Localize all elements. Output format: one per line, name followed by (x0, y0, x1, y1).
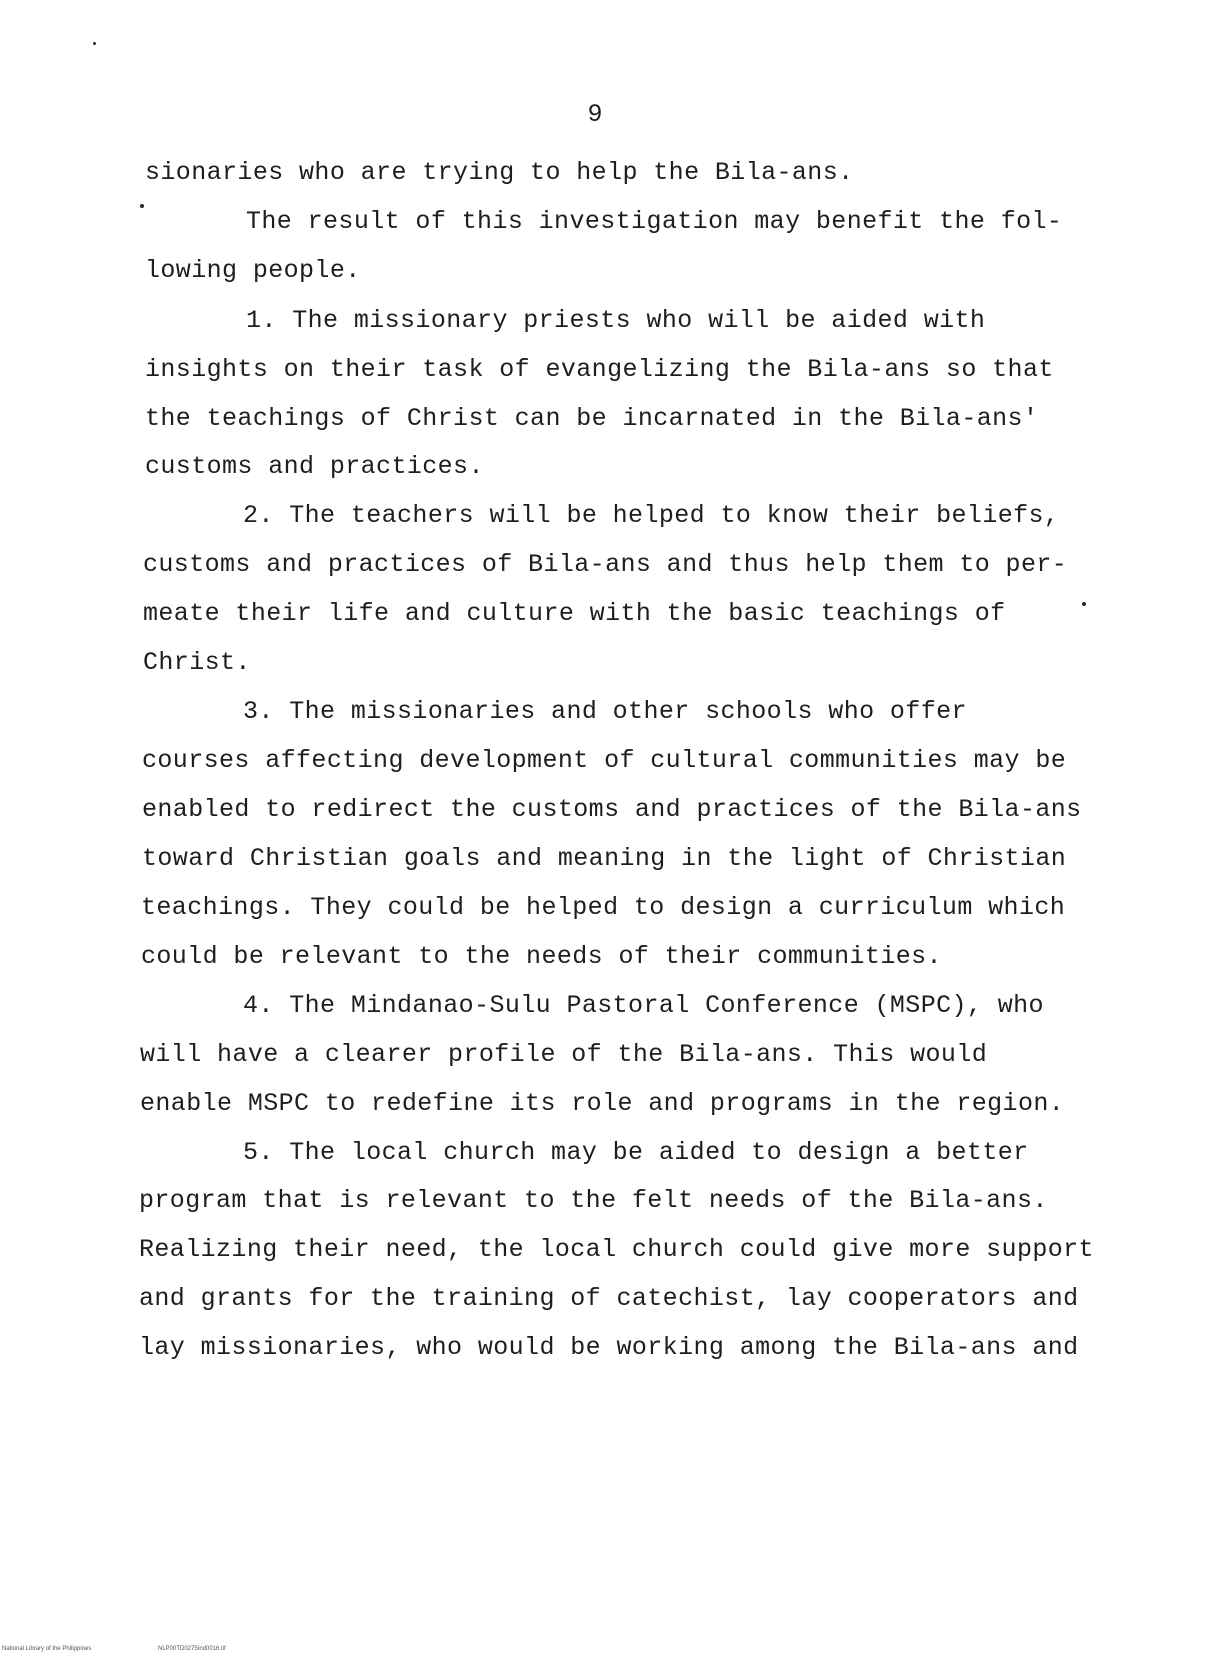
text-line: The result of this investigation may benefit the fol- (246, 207, 1063, 236)
text-line: insights on their task of evangelizing the Bila-ans so that (145, 355, 1054, 384)
footer-library-label: National Library of the Philippines (2, 1646, 92, 1652)
page-number: 9 (587, 100, 603, 129)
text-line: could be relevant to the needs of their communities. (141, 942, 942, 971)
text-line: lowing people. (145, 256, 361, 285)
text-line: 1. The missionary priests who will be aided with (246, 306, 986, 335)
text-line: 4. The Mindanao-Sulu Pastoral Conference (MSPC), who (243, 991, 1044, 1020)
text-line: customs and practices of Bila-ans and thus help them to per- (143, 550, 1068, 579)
text-line: meate their life and culture with the basic teachings of (143, 599, 1006, 628)
text-line: 2. The teachers will be helped to know their beliefs, (243, 501, 1060, 530)
scan-speck (140, 204, 144, 208)
text-line: enable MSPC to redefine its role and programs in the region. (140, 1089, 1065, 1118)
footer-file-id: NLP00TD0275Ind0016.tif (158, 1646, 226, 1652)
text-line: Realizing their need, the local church could give more support (139, 1235, 1094, 1264)
text-line: 5. The local church may be aided to design a better (243, 1138, 1029, 1167)
text-line: program that is relevant to the felt needs of the Bila-ans. (139, 1186, 1048, 1215)
scan-speck (1082, 602, 1086, 606)
text-line: lay missionaries, who would be working among the Bila-ans and (139, 1333, 1079, 1362)
text-line: and grants for the training of catechist, lay cooperators and (139, 1284, 1079, 1313)
text-line: enabled to redirect the customs and practices of the Bila-ans (142, 795, 1082, 824)
text-line: 3. The missionaries and other schools who offer (243, 697, 967, 726)
text-line: will have a clearer profile of the Bila-ans. This would (140, 1040, 988, 1069)
text-line: teachings. They could be helped to design a curriculum which (141, 893, 1066, 922)
text-line: sionaries who are trying to help the Bila-ans. (145, 158, 854, 187)
text-line: toward Christian goals and meaning in the light of Christian (142, 844, 1067, 873)
text-line: the teachings of Christ can be incarnated in the Bila-ans' (145, 404, 1039, 433)
text-line: courses affecting development of cultural communities may be (142, 746, 1067, 775)
scan-speck (93, 42, 96, 45)
text-line: customs and practices. (145, 452, 484, 481)
text-line: Christ. (143, 648, 251, 677)
